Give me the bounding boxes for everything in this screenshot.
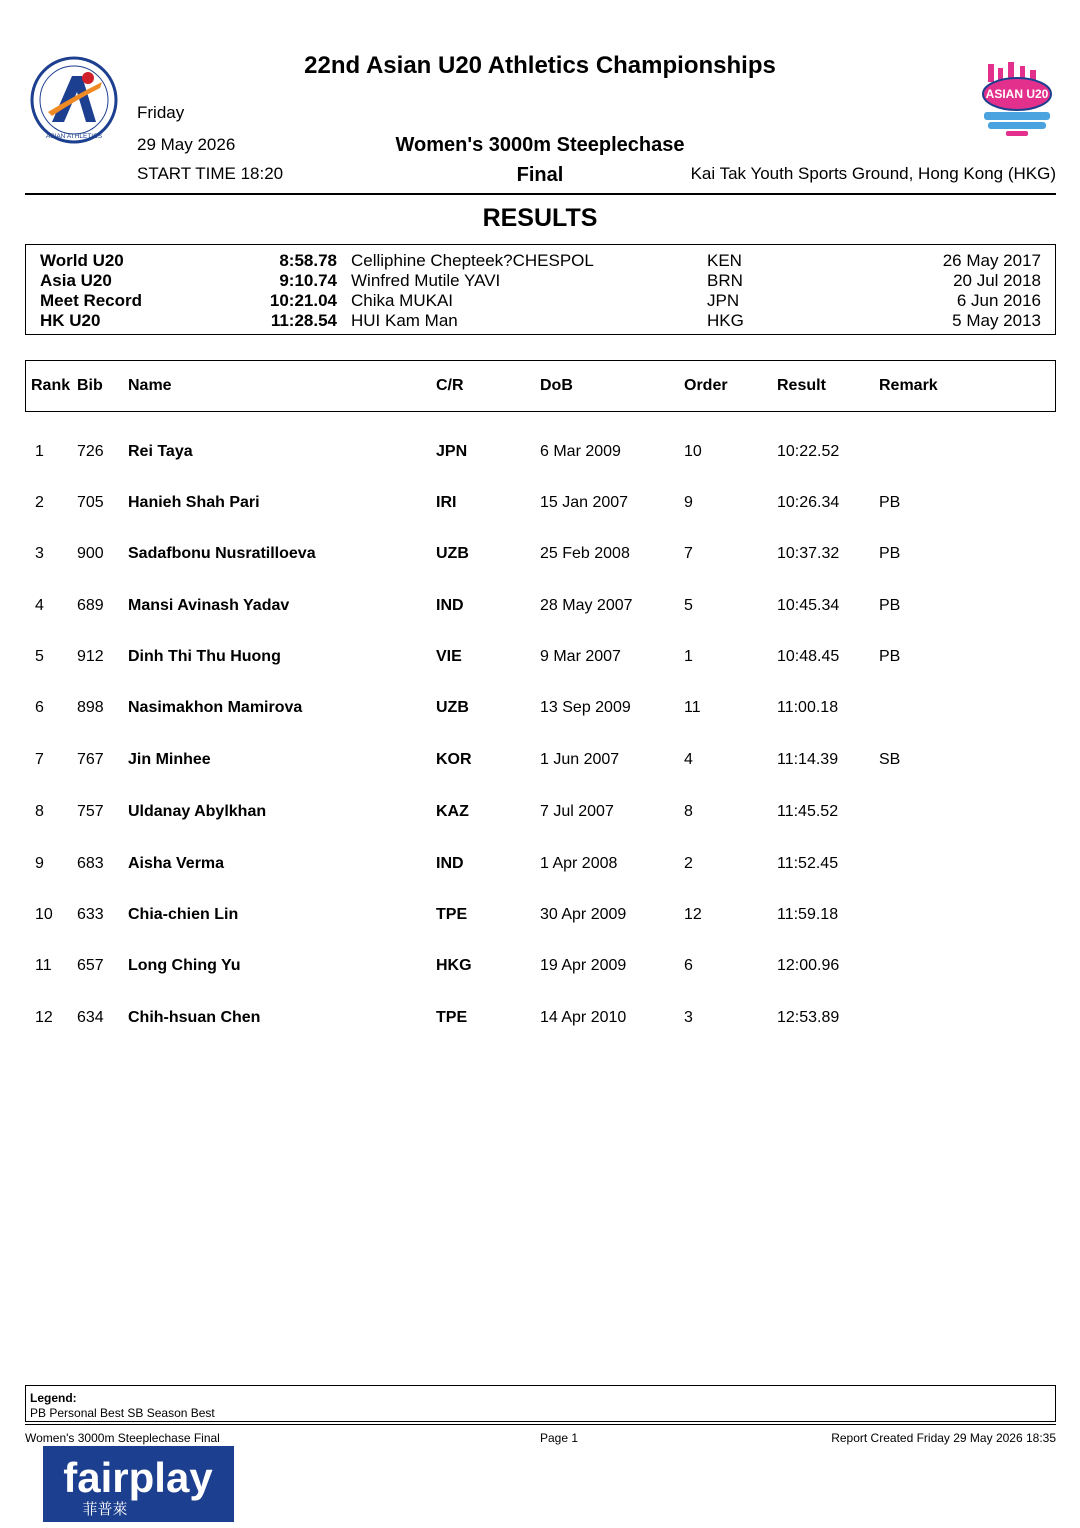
bib: 683 (77, 855, 104, 872)
result-row (25, 1009, 1056, 1031)
order: 12 (684, 906, 702, 923)
bib: 757 (77, 803, 104, 820)
country-code: VIE (436, 648, 462, 665)
bib: 689 (77, 597, 104, 614)
country-code: UZB (436, 699, 469, 716)
result-time: 11:45.52 (777, 803, 839, 820)
order: 4 (684, 751, 693, 768)
bib: 726 (77, 443, 104, 460)
result-time: 10:26.34 (777, 494, 840, 511)
athlete-name: Jin Minhee (128, 751, 211, 768)
rank: 3 (35, 545, 44, 562)
record-performance: 11:28.54 (270, 311, 337, 330)
results-title: RESULTS (482, 204, 598, 232)
athlete-name: Sadafbonu Nusratilloeva (128, 545, 316, 562)
record-country: KEN (707, 251, 742, 270)
bib: 633 (77, 906, 104, 923)
remark: PB (879, 597, 901, 614)
rank: 5 (35, 648, 44, 665)
order: 2 (684, 855, 693, 872)
column-header-dob: DoB (540, 377, 573, 394)
athlete-name: Chih-hsuan Chen (128, 1009, 261, 1026)
athlete-name: Dinh Thi Thu Huong (128, 648, 281, 665)
country-code: HKG (436, 957, 472, 974)
footer-divider (25, 1424, 1056, 1425)
bib: 900 (77, 545, 104, 562)
footer-event: Women's 3000m Steeplechase Final (25, 1431, 220, 1445)
column-header-bib: Bib (77, 377, 103, 394)
record-performance: 8:58.78 (279, 251, 337, 270)
remark: SB (879, 751, 901, 768)
record-date: 20 Jul 2018 (953, 271, 1041, 290)
result-row (25, 957, 1056, 979)
result-time: 11:52.45 (777, 855, 839, 872)
date-of-birth: 25 Feb 2008 (540, 545, 630, 562)
record-type: Meet Record (40, 291, 143, 310)
rank: 11 (35, 957, 52, 974)
results-table-header (25, 360, 1056, 412)
record-type: Asia U20 (40, 271, 112, 290)
athlete-name: Uldanay Abylkhan (128, 803, 267, 820)
result-time: 10:37.32 (777, 545, 840, 562)
legend-text: PB Personal Best SB Season Best (30, 1406, 215, 1420)
athlete-name: Mansi Avinash Yadav (128, 597, 290, 614)
athlete-name: Chia-chien Lin (128, 906, 239, 923)
date-of-birth: 19 Apr 2009 (540, 957, 627, 974)
rank: 1 (35, 443, 44, 460)
event-date: 29 May 2026 (137, 135, 236, 154)
bib: 767 (77, 751, 104, 768)
country-code: IRI (436, 494, 457, 511)
athlete-name: Nasimakhon Mamirova (128, 699, 303, 716)
date-of-birth: 9 Mar 2007 (540, 648, 621, 665)
country-code: KAZ (436, 803, 469, 820)
result-row (25, 855, 1056, 877)
result-row (25, 906, 1056, 928)
order: 7 (684, 545, 693, 562)
order: 6 (684, 957, 693, 974)
result-row (25, 751, 1056, 773)
event-title: Women's 3000m Steeplechase (395, 134, 685, 156)
venue: Kai Tak Youth Sports Ground, Hong Kong (HKG) (690, 164, 1056, 183)
order: 3 (684, 1009, 693, 1026)
country-code: UZB (436, 545, 469, 562)
column-header-remark: Remark (879, 377, 938, 394)
date-of-birth: 7 Jul 2007 (540, 803, 614, 820)
result-row (25, 597, 1056, 619)
column-header-rank: Rank (31, 377, 71, 394)
event-day: Friday (137, 103, 185, 122)
record-date: 5 May 2013 (952, 311, 1041, 330)
record-row (26, 251, 1055, 271)
result-time: 10:48.45 (777, 648, 840, 665)
column-header-order: Order (684, 377, 728, 394)
legend (25, 1385, 1056, 1422)
bib: 634 (77, 1009, 104, 1026)
remark: PB (879, 494, 901, 511)
order: 5 (684, 597, 693, 614)
order: 11 (684, 699, 701, 716)
result-row (25, 699, 1056, 721)
record-holder: Winfred Mutile YAVI (351, 271, 501, 290)
bib: 912 (77, 648, 104, 665)
championship-title: 22nd Asian U20 Athletics Championships (304, 52, 776, 79)
record-holder: HUI Kam Man (351, 311, 458, 330)
order: 1 (684, 648, 693, 665)
result-time: 11:00.18 (777, 699, 839, 716)
country-code: TPE (436, 1009, 468, 1026)
record-performance: 9:10.74 (279, 271, 337, 290)
rank: 7 (35, 751, 44, 768)
record-country: HKG (707, 311, 744, 330)
fairplay-sponsor-logo (43, 1446, 234, 1522)
record-performance: 10:21.04 (269, 291, 337, 310)
date-of-birth: 28 May 2007 (540, 597, 633, 614)
athlete-name: Long Ching Yu (128, 957, 241, 974)
order: 10 (684, 443, 702, 460)
result-time: 10:45.34 (777, 597, 840, 614)
result-row (25, 648, 1056, 670)
result-time: 12:53.89 (777, 1009, 840, 1026)
record-holder: Celliphine Chepteek?CHESPOL (351, 251, 594, 270)
result-time: 12:00.96 (777, 957, 840, 974)
record-row (26, 311, 1055, 331)
date-of-birth: 6 Mar 2009 (540, 443, 621, 460)
record-row (26, 271, 1055, 291)
result-time: 10:22.52 (777, 443, 840, 460)
record-date: 26 May 2017 (942, 251, 1041, 270)
result-row (25, 803, 1056, 825)
records-table (25, 244, 1056, 335)
result-row (25, 443, 1056, 465)
athlete-name: Hanieh Shah Pari (128, 494, 260, 511)
remark: PB (879, 648, 901, 665)
footer-page: Page 1 (540, 1431, 579, 1445)
date-of-birth: 13 Sep 2009 (540, 699, 631, 716)
record-type: World U20 (40, 251, 124, 270)
header-divider (25, 193, 1056, 195)
date-of-birth: 15 Jan 2007 (540, 494, 629, 511)
remark: PB (879, 545, 901, 562)
logo-text: ASIAN U20 (985, 87, 1049, 101)
result-time: 11:14.39 (777, 751, 839, 768)
bib: 898 (77, 699, 104, 716)
logo-caption: ASIAN ATHLETICS (45, 133, 103, 140)
sponsor-name: fairplay (63, 1454, 213, 1501)
record-country: BRN (707, 271, 743, 290)
rank: 10 (35, 906, 53, 923)
start-time: START TIME 18:20 (137, 164, 284, 183)
column-header-name: Name (128, 377, 172, 394)
record-type: HK U20 (40, 311, 101, 330)
record-country: JPN (707, 291, 740, 310)
record-row (26, 291, 1055, 311)
rank: 6 (35, 699, 44, 716)
record-date: 6 Jun 2016 (956, 291, 1041, 310)
country-code: KOR (436, 751, 472, 768)
bib: 705 (77, 494, 104, 511)
order: 9 (684, 494, 693, 511)
rank: 4 (35, 597, 44, 614)
result-row (25, 545, 1056, 567)
round-label: Final (516, 164, 564, 186)
rank: 8 (35, 803, 44, 820)
order: 8 (684, 803, 693, 820)
result-row (25, 494, 1056, 516)
column-header-result: Result (777, 377, 826, 394)
rank: 12 (35, 1009, 53, 1026)
column-header-cr: C/R (436, 377, 464, 394)
result-time: 11:59.18 (777, 906, 839, 923)
date-of-birth: 1 Jun 2007 (540, 751, 620, 768)
date-of-birth: 1 Apr 2008 (540, 855, 618, 872)
footer-report-created: Report Created Friday 29 May 2026 18:35 (831, 1431, 1056, 1445)
bib: 657 (77, 957, 104, 974)
date-of-birth: 14 Apr 2010 (540, 1009, 627, 1026)
sponsor-chinese-name: 菲普萊 (82, 1500, 128, 1518)
rank: 9 (35, 855, 44, 872)
date-of-birth: 30 Apr 2009 (540, 906, 627, 923)
record-holder: Chika MUKAI (351, 291, 454, 310)
athlete-name: Rei Taya (128, 443, 193, 460)
country-code: TPE (436, 906, 468, 923)
country-code: IND (436, 597, 464, 614)
athlete-name: Aisha Verma (128, 855, 225, 872)
rank: 2 (35, 494, 44, 511)
country-code: JPN (436, 443, 468, 460)
country-code: IND (436, 855, 464, 872)
legend-title: Legend: (30, 1391, 77, 1405)
